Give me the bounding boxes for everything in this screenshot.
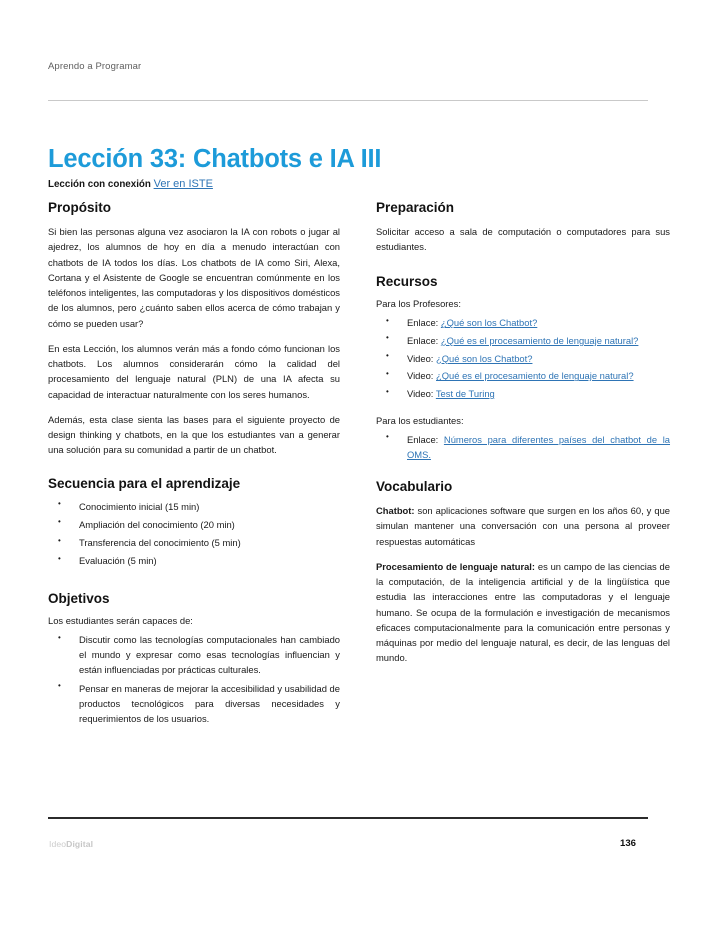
resource-prefix: Enlace:	[407, 334, 441, 346]
footer-logo	[49, 839, 93, 849]
resource-link[interactable]: ¿Qué son los Chatbot?	[436, 352, 533, 364]
resource-prefix: Enlace:	[407, 317, 441, 329]
objetivos-list	[48, 632, 340, 726]
list-item: • Conocimiento inicial (15 min)	[48, 499, 340, 514]
heading-preparacion: Preparación	[376, 200, 455, 215]
proposito-paragraph-1: Si bien las personas alguna vez asociaron la IA con robots o jugar al ajedrez, los alumnos de hoy en día a menudo interactúan con chatbots de IA todos los días. Los chatbots de IA como Siri, Alexa, Cortana y el Asistente de Google se encuentran comúnmente en los teléfonos inteligentes, las computadoras y los dispositivos domésticos de los alumnos, pero ¿cuánto saben ellos acerca de cómo trabajan y cómo se pueden usar?	[48, 226, 340, 329]
footer-divider	[48, 817, 648, 819]
footer-logo-suffix: Digital	[66, 839, 94, 849]
list-item	[376, 315, 670, 330]
footer-logo-prefix: Ideo	[49, 839, 67, 849]
spacer	[376, 404, 670, 413]
preparacion-text: Solicitar acceso a sala de computación o computadores para sus estudiantes.	[376, 226, 670, 253]
heading-secuencia: Secuencia para el aprendizaje	[48, 476, 241, 492]
resource-link[interactable]: ¿Qué es el procesamiento de lenguaje natural?	[436, 370, 634, 382]
vocab-term: Chatbot:	[376, 505, 415, 517]
spacer	[48, 457, 340, 476]
heading-vocabulario: Vocabulario	[376, 478, 453, 494]
resource-prefix: Video:	[407, 388, 436, 400]
list-item: • Pensar en maneras de mejorar la accesibilidad y usabilidad de productos tecnológicos para diversas necesidades y requerimientos de los usuarios.	[48, 681, 340, 727]
heading-recursos: Recursos	[376, 273, 438, 289]
resource-link[interactable]: ¿Qué es el procesamiento de lenguaje natural?	[440, 334, 639, 346]
page-number: 136	[619, 838, 636, 849]
recursos-students-lead: Para los estudiantes:	[376, 414, 464, 426]
resource-link[interactable]: Números para diferentes países del chatbot de la OMS.	[407, 433, 671, 461]
list-item: • Transferencia del conocimiento (5 min)	[48, 535, 340, 550]
objetivos-lead: Los estudiantes serán capaces de:	[48, 614, 193, 626]
proposito-paragraph-2: En esta Lección, los alumnos verán más a fondo cómo funcionan los chatbots. Los alumnos considerarán cómo la calidad del procesamiento del lenguaje natural (PLN) de una IA afecta su capacidad de interactuar naturalmente con los seres humanos.	[48, 342, 340, 400]
right-column	[376, 200, 670, 665]
spacer	[376, 465, 670, 479]
recursos-students-list	[376, 432, 670, 462]
resource-prefix: Enlace:	[407, 433, 444, 445]
vocab-entry	[376, 559, 670, 666]
list-item: • Evaluación (5 min)	[48, 553, 340, 568]
list-item	[376, 432, 670, 462]
left-column	[48, 200, 340, 729]
vocab-entry	[376, 503, 670, 549]
header-divider	[48, 100, 648, 101]
list-item	[376, 351, 670, 366]
proposito-paragraph-3: Además, esta clase sienta las bases para el siguiente proyecto de design thinking y chatbots, en la que los estudiantes van a generar una solución para su comunidad a partir de un chatbot.	[48, 413, 340, 456]
heading-objetivos: Objetivos	[48, 590, 110, 606]
vocab-definition: es un campo de las ciencias de la computación, de la inteligencia artificial y de la lingüística que estudia las interacciones entre las computadoras y el lenguaje humano. Se ocupa de la formulación e investigación de mecanismos eficaces computacionalmente para la comunicación entre personas y máquinas por medio del lenguaje natural, es decir, de las lenguas del mundo.	[376, 560, 670, 664]
spacer	[48, 572, 340, 591]
secuencia-list	[48, 499, 340, 569]
resource-prefix: Video:	[407, 352, 437, 364]
vocab-definition: son aplicaciones software que surgen en los años 60, y que simulan mantener una conversación con una persona al proveer respuestas automáticas	[376, 505, 670, 547]
recursos-teachers-list	[376, 315, 670, 401]
resource-link[interactable]: ¿Qué son los Chatbot?	[440, 317, 538, 329]
list-item	[376, 333, 670, 348]
resource-prefix: Video:	[407, 370, 437, 382]
list-item	[376, 386, 670, 401]
spacer	[376, 255, 670, 274]
list-item: • Discutir como las tecnologías computacionales han cambiado el mundo y expresar como esas tecnologías influencian y están influenciadas por prácticas culturales.	[48, 632, 340, 678]
connection-label: Lección con conexión	[48, 179, 154, 190]
list-item	[376, 368, 670, 383]
iste-link[interactable]: Ver en ISTE	[153, 178, 213, 190]
page-title: Lección 33: Chatbots e IA III	[48, 145, 382, 174]
running-header: Aprendo a Programar	[48, 61, 142, 72]
list-item: • Ampliación del conocimiento (20 min)	[48, 517, 340, 532]
recursos-teachers-lead: Para los Profesores:	[376, 297, 461, 309]
connection-line	[48, 178, 213, 190]
resource-link[interactable]: Test de Turing	[435, 388, 495, 400]
heading-proposito: Propósito	[48, 200, 111, 215]
vocab-term: Procesamiento de lenguaje natural:	[376, 560, 536, 572]
